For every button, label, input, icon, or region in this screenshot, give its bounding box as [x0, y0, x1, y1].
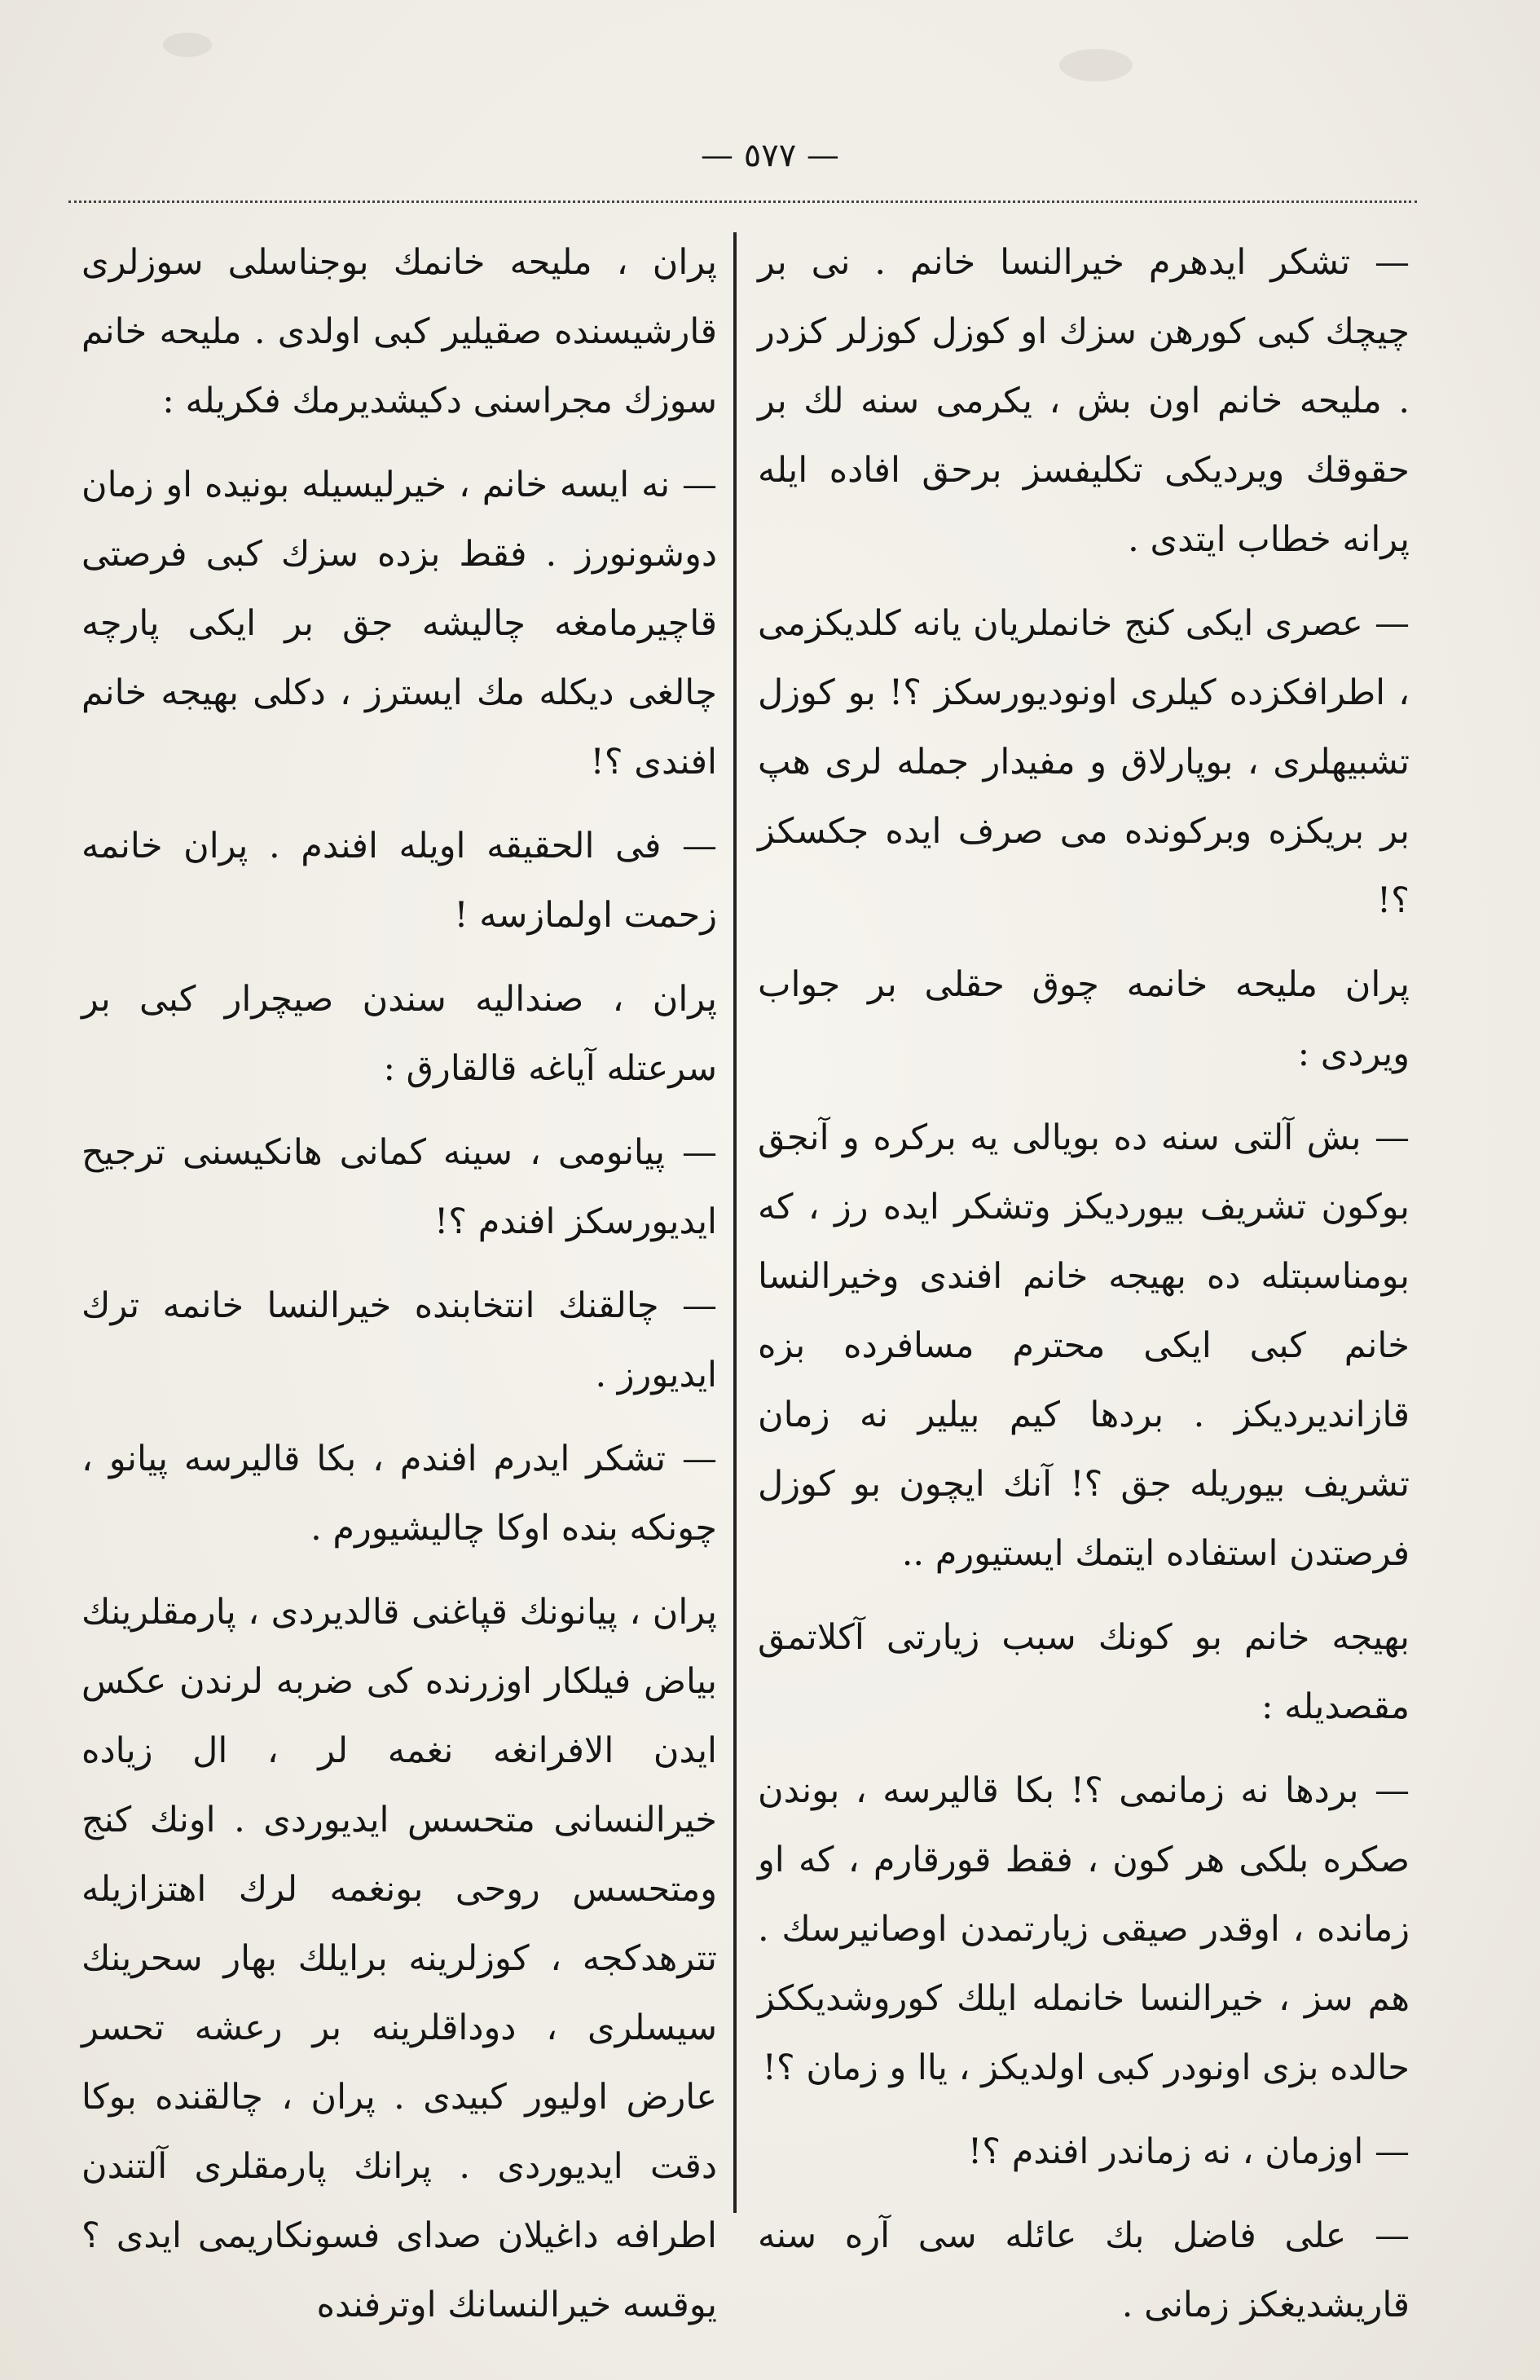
paragraph: پران ، پيانونك قپاغنى قالديردى ، پارمقلرينك بياض فيلكار اوزرنده كى ضربه لرندن عكس ايدن الافرانغه نغمه لر ، ال زياده خيرالنسانى متحسس ايديوردى . اونك كنج ومتحسس روحى بونغمه لرك اهتزازيله تترهدكجه ، كوزلرينه برايلك بهار سحرينك سيسلرى ، دوداقلرينه بر رعشه تحسر عارض اوليور كبيدى . پران ، چالقنده بوكا دقت ايديوردى . پرانك پارمقلرى آلتندن اطرافه داغيلان صداى فسونكاريمى ايدى ؟ يوقسه خيرالنسانك اوترفنده — [81, 1592, 717, 2325]
paragraph: بهيجه خانم بو كونك سبب زيارتى آكلاتمق مقصديله : — [758, 1617, 1410, 1727]
paragraph: — فى الحقيقه اويله افندم . پران خانمه زحمت اولمازسه ! — [81, 826, 717, 936]
paragraph: — على فاضل بك عائله سى آره سنه قاريشديغكز زمانى . — [758, 2215, 1410, 2325]
page-number: — ٥٧٧ — — [701, 137, 839, 174]
right-column — [758, 228, 1410, 2325]
paragraph: — تشكر ايدهرم خيرالنسا خانم . نى بر چيچك كبى كورهن سزك او كوزل كوزلر كزدر . مليحه خانم اون بش ، يكرمى سنه لك بر حقوقك ويرديكى تكليفسز برحق افاده ايله پرانه خطاب ايتدى . — [758, 242, 1410, 560]
header-divider — [68, 201, 1417, 203]
paper-stain — [1059, 49, 1133, 82]
paragraph: — چالقنك انتخابنده خيرالنسا خانمه ترك ايديورز . — [81, 1285, 717, 1395]
paragraph: — عصرى ايكى كنج خانملريان يانه كلديكزمى ، اطرافكزده كيلرى اونوديورسكز ؟! بو كوزل تشبيهلرى ، بوپارلاق و مفيدار جمله لرى هپ بر بريكزه وبركونده مى صرف ايده جكسكز ؟! — [758, 603, 1410, 921]
paragraph: — بش آلتى سنه ده بويالى يه بركره و آنجق بوكون تشريف بيورديكز وتشكر ايده رز ، كه بومناسبتله ده بهيجه خانم افندى وخيرالنسا خانم كبى ايكى محترم مسافرده بزه قازانديرديكز . بردها كيم بيلير نه زمان تشريف بيوريله جق ؟! آنك ايچون بو كوزل فرصتدن استفاده ايتمك ايستيورم .. — [758, 1117, 1410, 1574]
paragraph: پران ، صنداليه سندن صيچرار كبى بر سرعتله آياغه قالقارق : — [81, 979, 717, 1089]
paragraph: پران مليحه خانمه چوق حقلى بر جواب ويردى : — [758, 964, 1410, 1074]
column-divider — [733, 232, 737, 2213]
paragraph: — تشكر ايدرم افندم ، بكا قاليرسه پيانو ، چونكه بنده اوكا چاليشيورم . — [81, 1439, 717, 1549]
left-column — [81, 228, 717, 2325]
paper-stain — [163, 33, 212, 57]
paragraph: — پيانومى ، سينه كمانى هانكيسنى ترجيح ايديورسكز افندم ؟! — [81, 1132, 717, 1242]
paragraph: — نه ايسه خانم ، خيرليسيله بونيده او زمان دوشونورز . فقط بزده سزك كبى فرصتى قاچيرمامغه چاليشه جق بر ايكى پارچه چالغى ديكله مك ايسترز ، دكلى بهيجه خانم افندى ؟! — [81, 465, 717, 782]
paragraph: پران ، مليحه خانمك بوجناسلى سوزلرى قارشيسنده صقيلير كبى اولدى . مليحه خانم سوزك مجراسنى دكيشديرمك فكريله : — [81, 242, 717, 421]
paragraph: — اوزمان ، نه زماندر افندم ؟! — [967, 2131, 1410, 2172]
paragraph: — بردها نه زمانمى ؟! بكا قاليرسه ، بوندن صكره بلكى هر كون ، فقط قورقارم ، كه او زمانده ، اوقدر صيقى زيارتمدن اوصانيرسك . هم سز ، خيرالنسا خانمله ايلك كوروشديككز حالده بزى اونودر كبى اولديكز ، ياا و زمان ؟! — [758, 1770, 1410, 2088]
